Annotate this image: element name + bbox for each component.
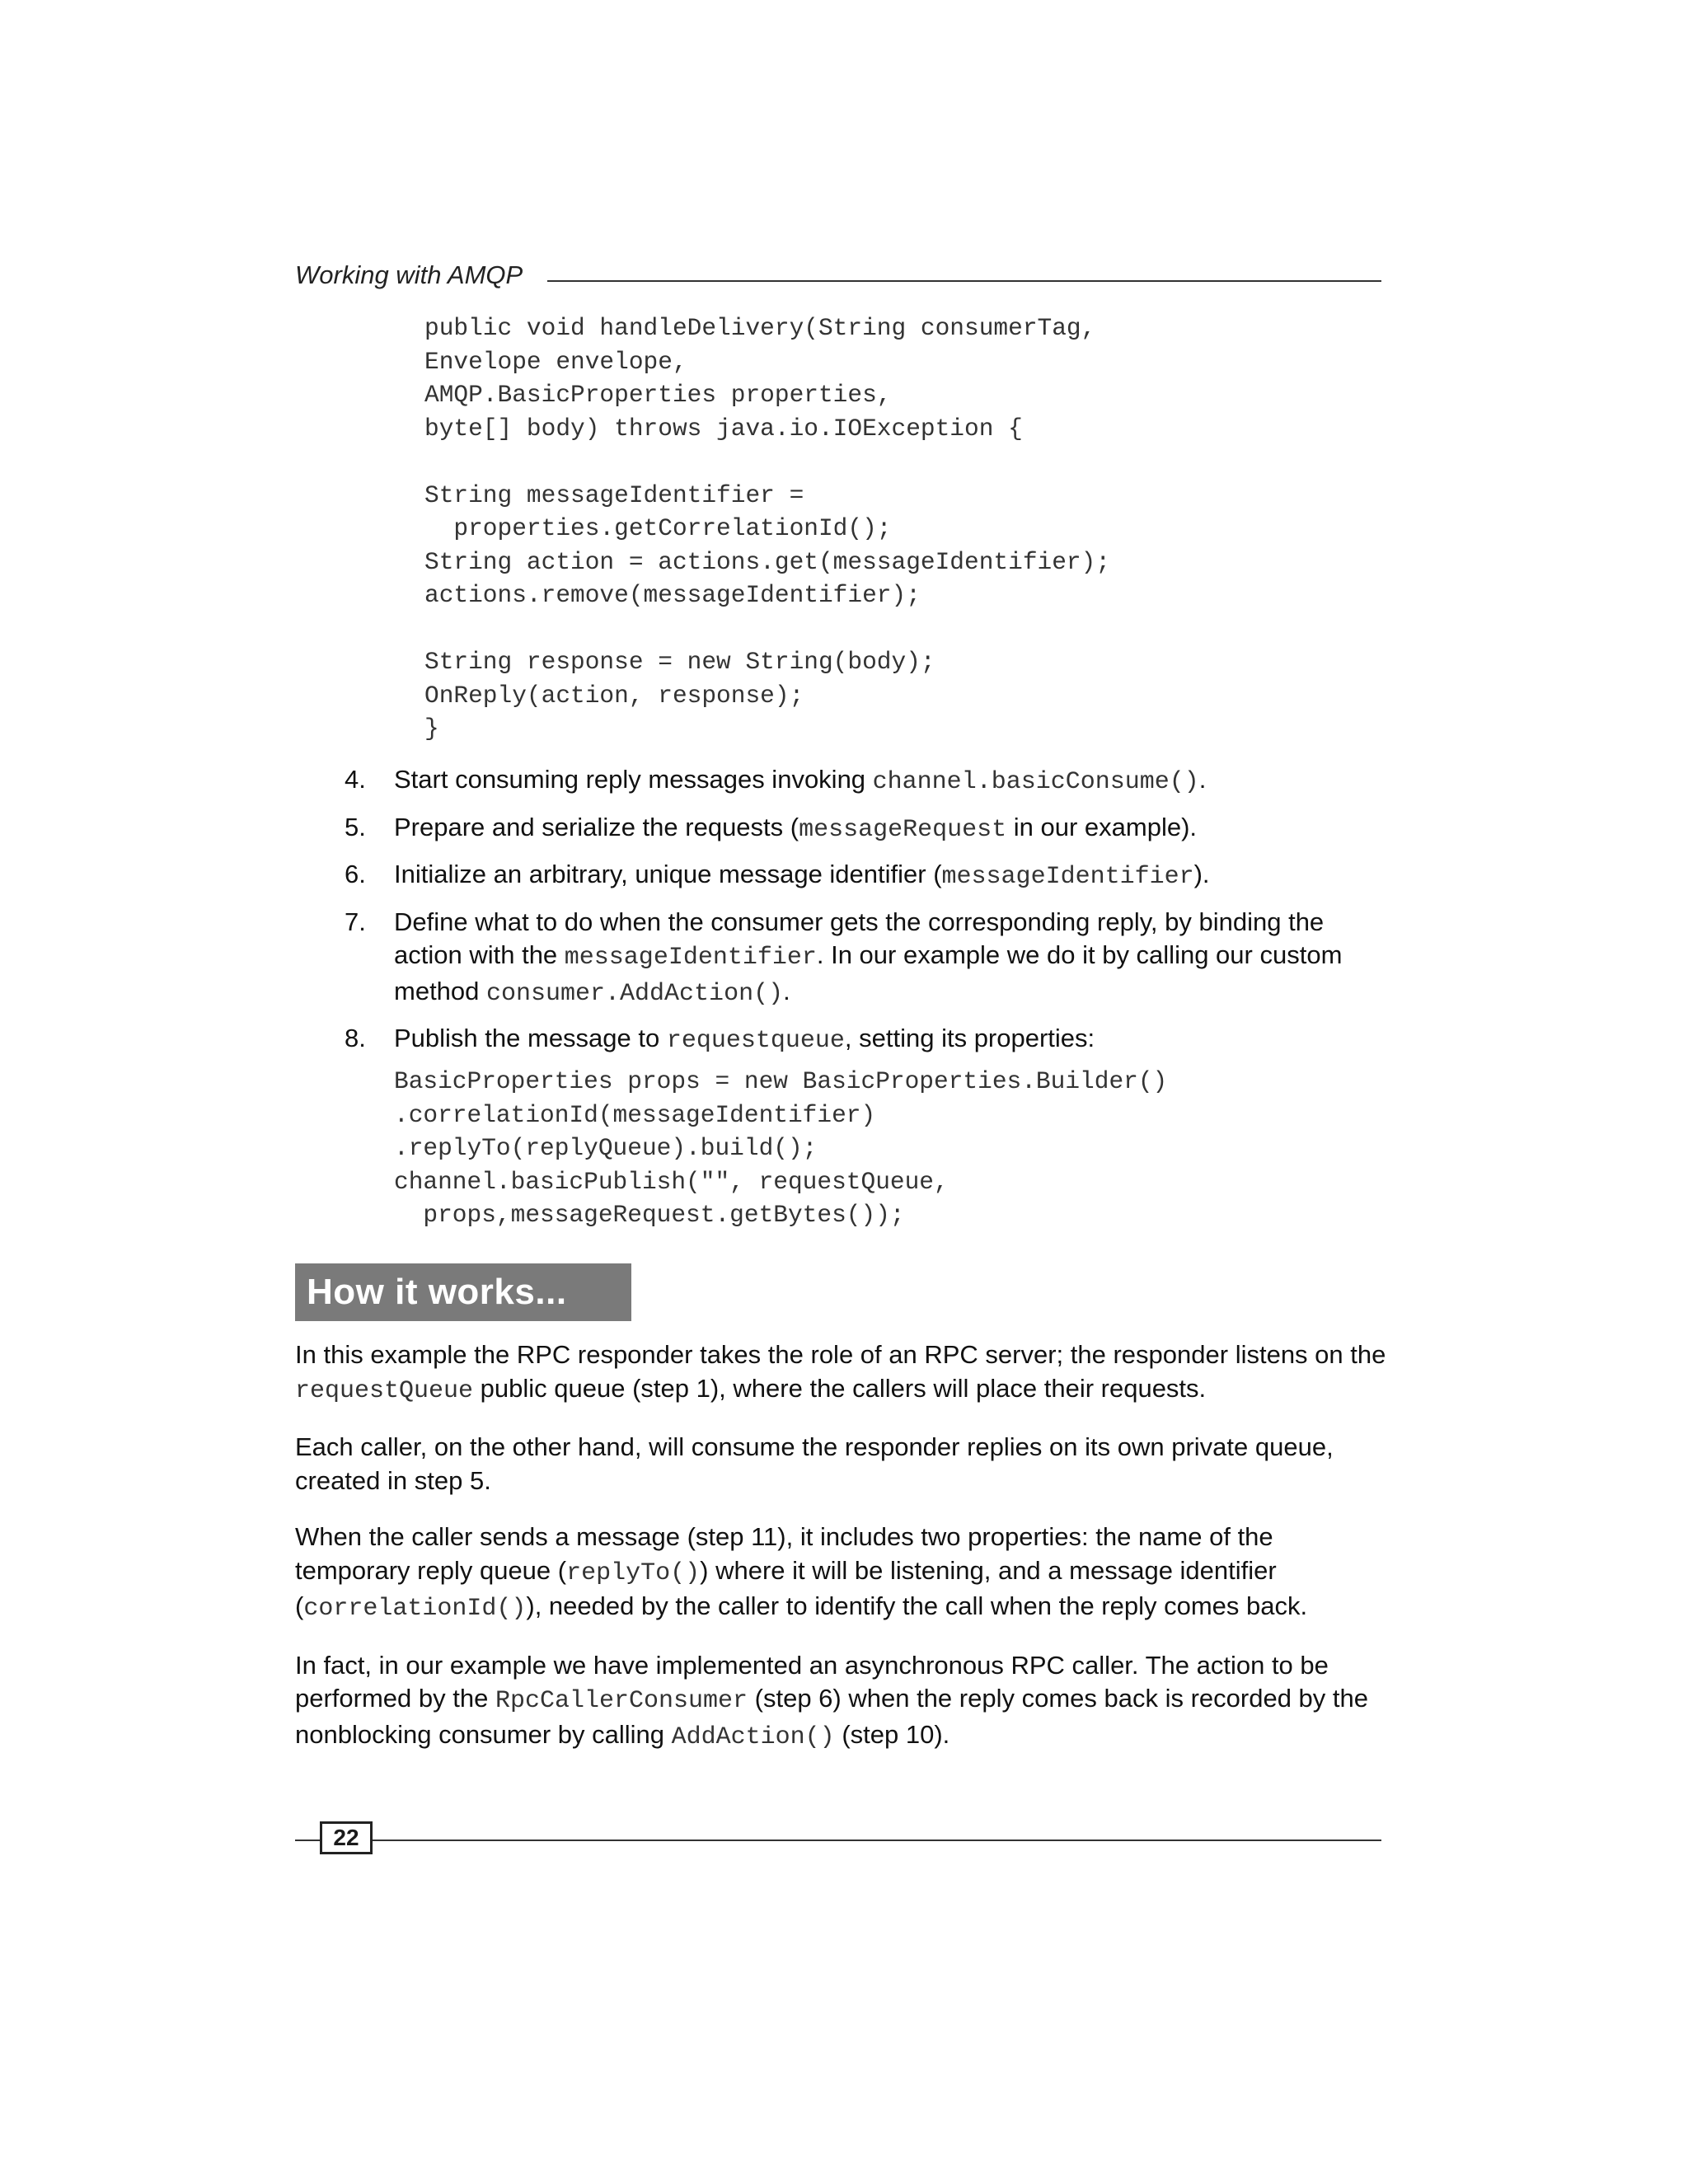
page-footer bbox=[295, 1821, 1381, 1858]
inline-code: requestQueue bbox=[295, 1376, 474, 1405]
text-run: . bbox=[783, 976, 790, 1005]
code-block-handle-delivery bbox=[424, 312, 1110, 746]
code-line: OnReply(action, response); bbox=[424, 681, 804, 710]
step-text bbox=[394, 860, 1210, 891]
text-run: . bbox=[1198, 765, 1207, 794]
code-line: actions.remove(messageIdentifier); bbox=[424, 581, 921, 609]
code-line: byte[] body) throws java.io.IOException { bbox=[424, 414, 1023, 443]
step-text bbox=[394, 765, 1206, 794]
text-run: Prepare and serialize the requests ( bbox=[394, 812, 799, 841]
text-run: Define what to do when the consumer gets the corresponding reply, by binding the action with the bbox=[394, 907, 1325, 969]
inline-code: messageIdentifier bbox=[564, 944, 817, 972]
inline-code: messageIdentifier bbox=[941, 863, 1194, 891]
inline-code: RpcCallerConsumer bbox=[495, 1687, 748, 1715]
paragraph bbox=[295, 1649, 1391, 1755]
text-run: When the caller sends a message (step 11), it includes two properties: the name of the temporary reply queue ( bbox=[295, 1522, 1273, 1585]
step-number: 5. bbox=[345, 812, 366, 841]
header-rule bbox=[547, 280, 1381, 282]
step-item bbox=[345, 858, 1383, 894]
text-run: Publish the message to bbox=[394, 1024, 667, 1052]
page-number: 22 bbox=[320, 1821, 373, 1854]
footer-rule bbox=[295, 1840, 1381, 1841]
code-line: properties.getCorrelationId(); bbox=[424, 514, 892, 542]
text-run: (step 6) when the reply comes back is recorded by the nonblocking consumer by calling bbox=[295, 1684, 1369, 1749]
step-item bbox=[345, 763, 1383, 799]
section-heading-how-it-works: How it works... bbox=[295, 1263, 631, 1321]
code-line: channel.basicPublish("", requestQueue, bbox=[394, 1167, 949, 1196]
code-line: } bbox=[424, 715, 439, 743]
step-number: 4. bbox=[345, 765, 366, 794]
code-line: .correlationId(messageIdentifier) bbox=[394, 1100, 876, 1129]
text-run: public queue (step 1), where the callers will place their requests. bbox=[473, 1373, 1207, 1403]
text-run: Start consuming reply messages invoking bbox=[394, 765, 873, 794]
inline-code: channel.basicConsume() bbox=[872, 768, 1199, 796]
inline-code: consumer.AddAction() bbox=[486, 979, 784, 1008]
running-header-title: Working with AMQP bbox=[295, 260, 523, 289]
paragraph bbox=[295, 1521, 1391, 1626]
step-text bbox=[394, 1024, 1095, 1055]
step-number: 8. bbox=[345, 1024, 366, 1052]
text-run: , setting its properties: bbox=[844, 1024, 1095, 1052]
step-item bbox=[345, 906, 1383, 1011]
text-run: (step 10). bbox=[834, 1719, 950, 1749]
code-line: String messageIdentifier = bbox=[424, 480, 804, 509]
code-block-basic-publish bbox=[394, 1065, 1167, 1232]
inline-code: replyTo() bbox=[566, 1558, 701, 1587]
code-line: AMQP.BasicProperties properties, bbox=[424, 381, 892, 409]
code-line: Envelope envelope, bbox=[424, 347, 687, 376]
code-line: BasicProperties props = new BasicProperties.Builder() bbox=[394, 1067, 1168, 1095]
code-line: String action = actions.get(messageIdentifier); bbox=[424, 547, 1111, 576]
step-text bbox=[394, 907, 1343, 1008]
step-number: 7. bbox=[345, 907, 366, 936]
paragraph bbox=[295, 1431, 1391, 1497]
inline-code: AddAction() bbox=[671, 1722, 835, 1751]
code-line: props,messageRequest.getBytes()); bbox=[394, 1201, 905, 1229]
text-run: . In our example we do it by calling our custom method bbox=[394, 940, 1343, 1005]
inline-code: requestqueue bbox=[666, 1027, 845, 1055]
code-line: String response = new String(body); bbox=[424, 648, 935, 676]
inline-code: messageRequest bbox=[799, 815, 1007, 844]
code-line: .replyTo(replyQueue).build(); bbox=[394, 1134, 818, 1162]
running-header bbox=[295, 257, 1381, 298]
text-run: ), needed by the caller to identify the call when the reply comes back. bbox=[526, 1591, 1308, 1620]
text-run: In fact, in our example we have implemented an asynchronous RPC caller. The action to be performed by the bbox=[295, 1650, 1329, 1713]
step-item bbox=[345, 1022, 1383, 1058]
text-run: ) where it will be listening, and a message identifier ( bbox=[295, 1555, 1277, 1620]
text-run: in our example). bbox=[1006, 812, 1198, 841]
body-text bbox=[295, 1338, 1391, 1777]
paragraph bbox=[295, 1338, 1391, 1408]
text-run: ). bbox=[1193, 860, 1210, 888]
steps-list bbox=[345, 763, 1383, 1070]
text-run: Each caller, on the other hand, will consume the responder replies on its own private queue, created in step 5. bbox=[295, 1432, 1334, 1495]
text-run: Initialize an arbitrary, unique message identifier ( bbox=[394, 860, 942, 888]
code-line: public void handleDelivery(String consumerTag, bbox=[424, 314, 1096, 342]
step-text bbox=[394, 812, 1198, 844]
step-item bbox=[345, 811, 1383, 847]
inline-code: correlationId() bbox=[303, 1595, 527, 1623]
step-number: 6. bbox=[345, 860, 366, 888]
text-run: In this example the RPC responder takes the role of an RPC server; the responder listens on the bbox=[295, 1340, 1386, 1369]
